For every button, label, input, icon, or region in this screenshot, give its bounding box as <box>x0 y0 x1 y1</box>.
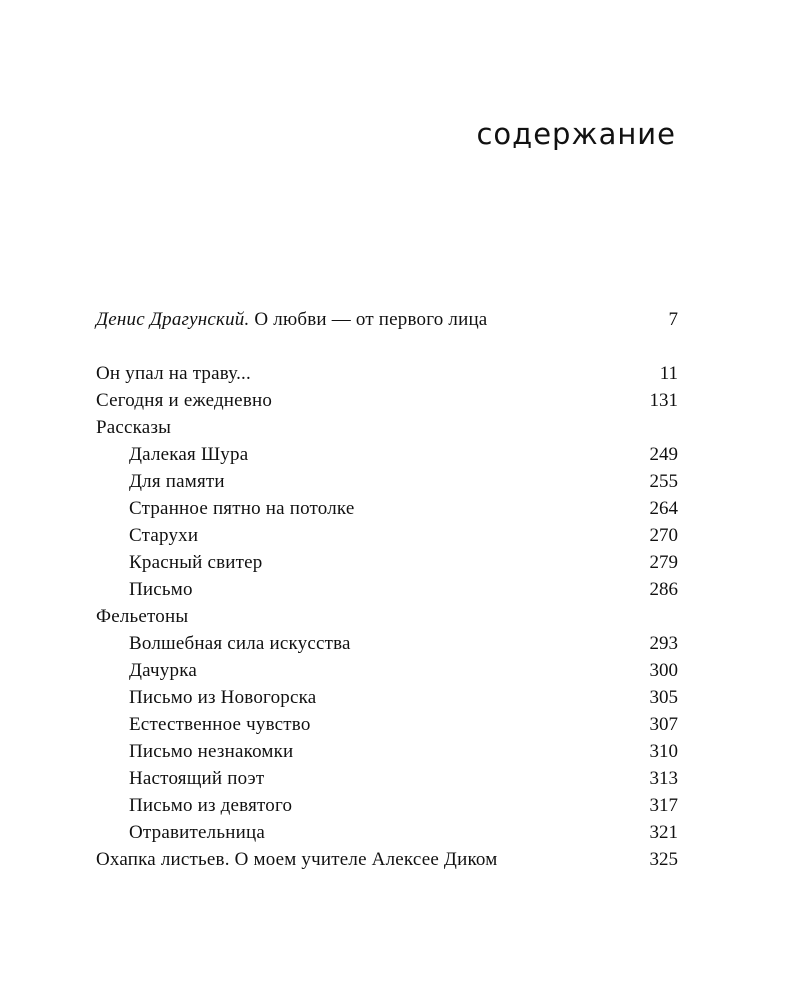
toc-row <box>96 441 678 468</box>
toc-entry-title: Письмо <box>129 579 193 600</box>
toc-entry-title: Письмо незнакомки <box>129 741 294 762</box>
toc-entry-page: 325 <box>649 849 678 870</box>
toc-entry-page: 255 <box>649 471 678 492</box>
toc-entry-title: Естественное чувство <box>129 714 311 735</box>
toc-row <box>96 360 678 387</box>
toc-row <box>96 576 678 603</box>
toc-entry-title: Письмо из Новогорска <box>129 687 317 708</box>
toc-row <box>96 738 678 765</box>
toc-entry-title: Письмо из девятого <box>129 795 293 816</box>
toc-entry-page: 11 <box>659 363 678 384</box>
toc-entry-title: Красный свитер <box>129 552 263 573</box>
toc-entry-title-text: О любви — от первого лица <box>254 309 488 330</box>
toc-row <box>96 495 678 522</box>
toc-entry-title: Далекая Шура <box>129 444 249 465</box>
toc-entry-author: Денис Драгунский. <box>96 309 250 330</box>
toc-entry-page: 307 <box>649 714 678 735</box>
toc-entry-title: Настоящий поэт <box>129 768 265 789</box>
toc-entry-title: Старухи <box>129 525 199 546</box>
toc-entry-title: Сегодня и ежедневно <box>96 390 273 411</box>
toc-entry-page: 310 <box>649 741 678 762</box>
toc-row <box>96 630 678 657</box>
toc-entry-page: 279 <box>649 552 678 573</box>
toc-row <box>96 819 678 846</box>
toc-row <box>96 387 678 414</box>
toc-row <box>96 846 678 873</box>
toc-entry-page: 131 <box>649 390 678 411</box>
toc-section-row <box>96 603 678 630</box>
toc-row <box>96 792 678 819</box>
toc-row <box>96 522 678 549</box>
toc-entry-page: 317 <box>649 795 678 816</box>
toc-row <box>96 468 678 495</box>
toc-entry-title: Отравительница <box>129 822 265 843</box>
toc-intro-row <box>96 306 678 333</box>
toc-entry-page: 249 <box>649 444 678 465</box>
toc-entry-page: 305 <box>649 687 678 708</box>
toc-row <box>96 549 678 576</box>
toc-entry-page: 286 <box>649 579 678 600</box>
toc-entry-title: Странное пятно на потолке <box>129 498 355 519</box>
toc-row <box>96 684 678 711</box>
toc-entry-page: 313 <box>649 768 678 789</box>
table-of-contents <box>96 306 678 873</box>
toc-row <box>96 711 678 738</box>
page-title: содержание <box>476 117 676 151</box>
toc-row <box>96 657 678 684</box>
toc-entry-title: Волшебная сила искусства <box>129 633 351 654</box>
toc-entry-title: Он упал на траву... <box>96 363 251 384</box>
toc-entry-page: 270 <box>649 525 678 546</box>
toc-entry-title <box>96 306 487 333</box>
toc-section-row <box>96 414 678 441</box>
toc-section-title: Фельетоны <box>96 606 189 627</box>
toc-row <box>96 765 678 792</box>
toc-section-title: Рассказы <box>96 417 172 438</box>
toc-entry-page: 321 <box>649 822 678 843</box>
toc-entry-page: 264 <box>649 498 678 519</box>
toc-entry-page: 7 <box>668 309 678 330</box>
toc-entry-page: 293 <box>649 633 678 654</box>
toc-entry-title: Дачурка <box>129 660 197 681</box>
toc-entry-page: 300 <box>649 660 678 681</box>
toc-entry-title: Охапка листьев. О моем учителе Алексее Диком <box>96 849 498 870</box>
toc-entry-title: Для памяти <box>129 471 225 492</box>
